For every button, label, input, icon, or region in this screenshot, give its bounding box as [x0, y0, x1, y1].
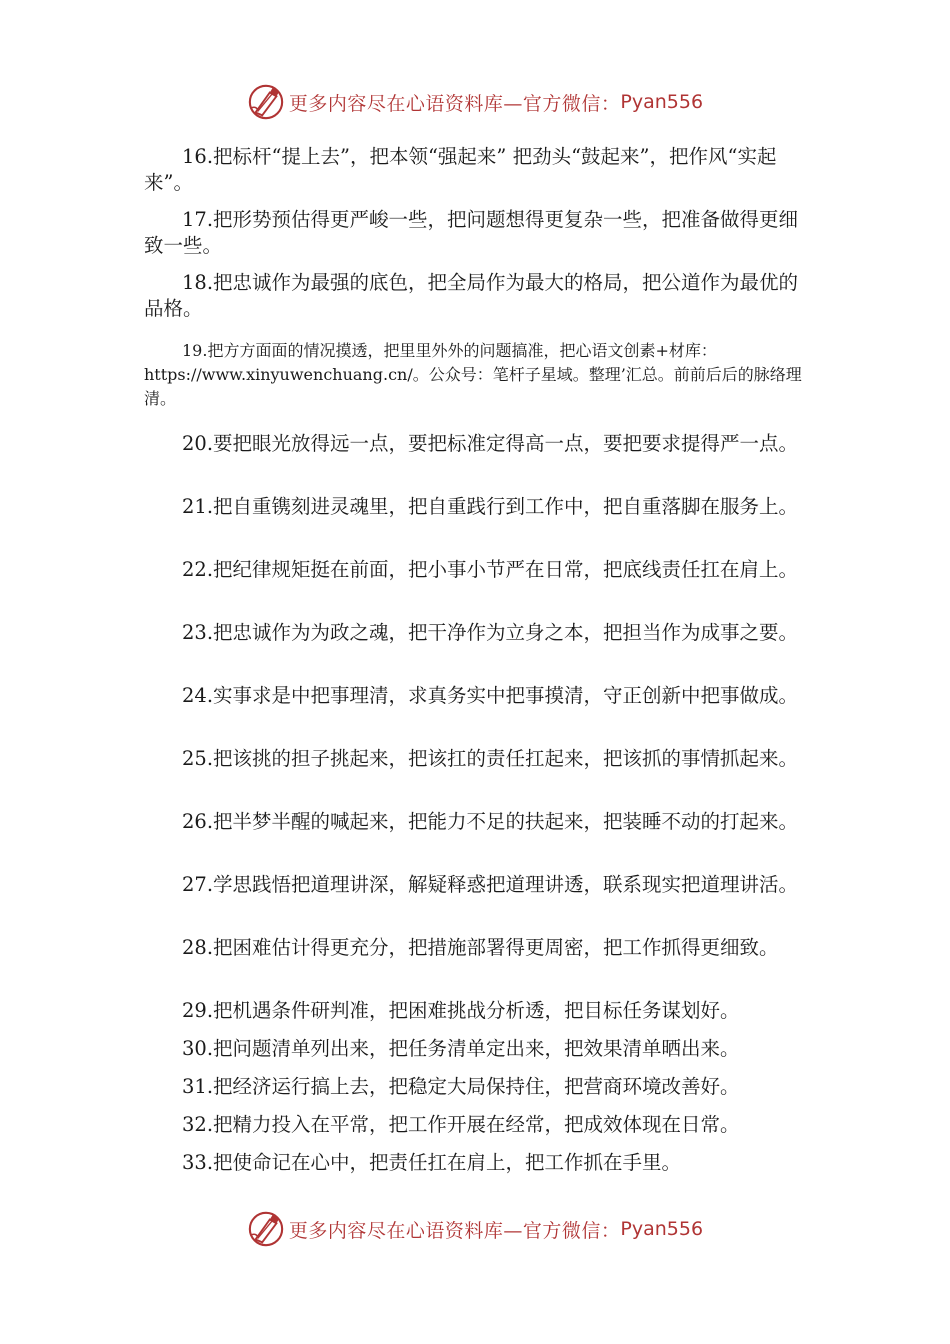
- pen-nib-logo-icon: [247, 83, 285, 121]
- document-body: [144, 144, 810, 1188]
- header-banner-text: 更多内容尽在心语资料库—官方微信：: [288, 92, 621, 115]
- list-item: 19.把方方面面的情况摸透，把里里外外的问题搞准，把心语文创素+材库：https://www.xinyuwenchuang.cn/。公众号：笔杆子星域。整理’汇总。前前后后的脉络理清。: [144, 341, 802, 408]
- list-item: 27.学思践悟把道理讲深，解疑释惑把道理讲透，联系现实把道理讲活。: [182, 873, 799, 896]
- pen-nib-logo-icon: [247, 1210, 285, 1248]
- footer-banner-text: 更多内容尽在心语资料库—官方微信：: [288, 1219, 621, 1242]
- list-item: 28.把困难估计得更充分，把措施部署得更周密，把工作抓得更细致。: [182, 936, 779, 959]
- list-item: 31.把经济运行搞上去，把稳定大局保持住，把营商环境改善好。: [182, 1075, 740, 1098]
- list-item: 26.把半梦半醒的喊起来，把能力不足的扶起来，把装睡不动的打起来。: [182, 810, 799, 833]
- list-item: 22.把纪律规矩挺在前面，把小事小节严在日常，把底线责任扛在肩上。: [182, 558, 799, 581]
- list-item: 23.把忠诚作为为政之魂，把干净作为立身之本，把担当作为成事之要。: [182, 621, 799, 644]
- list-item: 24.实事求是中把事理清，求真务实中把事摸清，守正创新中把事做成。: [182, 684, 799, 707]
- list-item: 17.把形势预估得更严峻一些，把问题想得更复杂一些，把准备做得更细致一些。: [144, 208, 799, 257]
- list-item: 16.把标杆“提上去”，把本领“强起来” 把劲头“鼓起来”，把作风“实起来”。: [144, 145, 777, 194]
- header-wechat-id: Pyan556: [620, 91, 704, 113]
- header-banner: [0, 82, 950, 122]
- list-item: 18.把忠诚作为最强的底色，把全局作为最大的格局，把公道作为最优的品格。: [144, 271, 799, 320]
- list-item: 25.把该挑的担子挑起来，把该扛的责任扛起来，把该抓的事情抓起来。: [182, 747, 799, 770]
- list-item: 21.把自重镌刻进灵魂里，把自重践行到工作中，把自重落脚在服务上。: [182, 495, 799, 518]
- list-item: 29.把机遇条件研判准，把困难挑战分析透，把目标任务谋划好。: [182, 999, 740, 1022]
- list-item: 30.把问题清单列出来，把任务清单定出来，把效果清单晒出来。: [182, 1037, 740, 1060]
- list-item: 32.把精力投入在平常，把工作开展在经常，把成效体现在日常。: [182, 1113, 740, 1136]
- list-item: 33.把使命记在心中，把责任扛在肩上，把工作抓在手里。: [182, 1151, 682, 1174]
- footer-banner: [0, 1209, 950, 1249]
- footer-wechat-id: Pyan556: [620, 1218, 704, 1240]
- list-item: 20.要把眼光放得远一点，要把标准定得高一点，要把要求提得严一点。: [182, 432, 799, 455]
